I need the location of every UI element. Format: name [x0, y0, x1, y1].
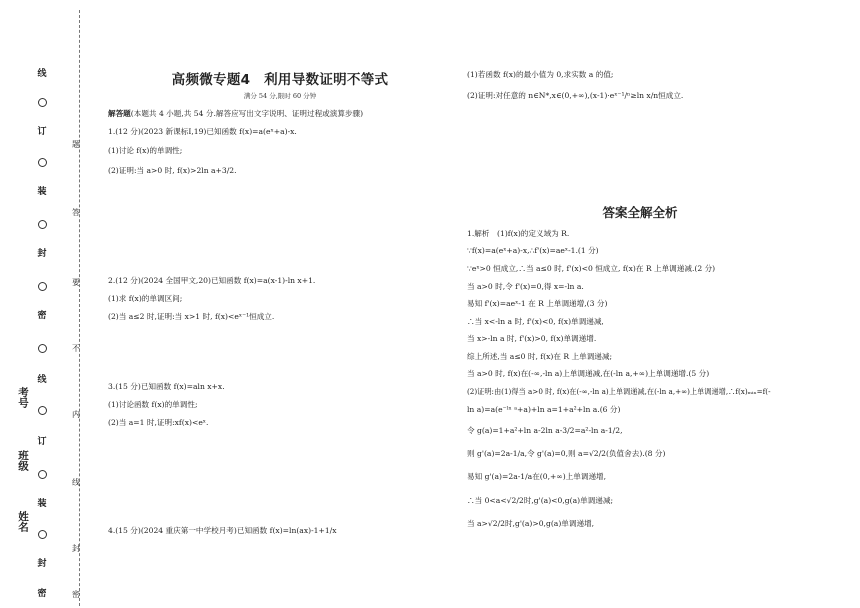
warning-char: 封 — [72, 544, 80, 553]
seal-char: 封 — [37, 249, 47, 259]
question-4-stem: 4.(15 分)(2024 重庆第一中学校月考)已知函数 f(x)=ln(ax)-1+1/x — [108, 526, 337, 535]
seal-circle — [38, 282, 47, 291]
question-2-stem: 2.(12 分)(2024 全国甲文,20)已知函数 f(x)=a(x-1)-ln x+1. — [108, 276, 316, 285]
seal-circle — [38, 470, 47, 479]
answer-line: 当 a>√2/2时,g'(a)>0,g(a)单调递增, — [467, 519, 595, 528]
seal-circle — [38, 220, 47, 229]
seal-circle — [38, 344, 47, 353]
question-3-stem: 3.(15 分)已知函数 f(x)=aln x+x. — [108, 382, 225, 391]
warning-char: 内 — [72, 410, 80, 419]
seal-char: 装 — [37, 499, 47, 509]
answer-line: 当 x>-ln a 时, f'(x)>0, f(x)单调递增. — [467, 334, 597, 343]
question-1-part-2: (2)证明:当 a>0 时, f(x)>2ln a+3/2. — [108, 166, 237, 175]
binding-margin — [0, 0, 82, 608]
seal-char: 线 — [37, 375, 47, 385]
answer-line: (2)证明:由(1)得当 a>0 时, f(x)在(-∞,-ln a)上单调递减,在(-ln a,+∞)上单调递增,∴f(x)ₘᵢₙ=f(- — [467, 387, 771, 396]
warning-char: 线 — [72, 478, 80, 487]
question-2-part-1: (1)求 f(x)的单调区间; — [108, 294, 183, 303]
warning-char: 答 — [72, 208, 80, 217]
seal-char: 线 — [37, 69, 47, 79]
class-label: 班级 — [17, 449, 29, 471]
instructions — [108, 109, 363, 119]
answer-line: 则 g'(a)=2a-1/a,令 g'(a)=0,则 a=√2/2(负值舍去).(8 分) — [467, 449, 666, 458]
answer-line: ln a)=a(e⁻ˡⁿ ᵃ+a)+ln a=1+a²+ln a.(6 分) — [467, 405, 621, 414]
seal-circle — [38, 530, 47, 539]
answer-line: ∵eˣ>0 恒成立,∴当 a≤0 时, f'(x)<0 恒成立, f(x)在 R 上单调递减.(2 分) — [467, 264, 716, 273]
instruction-text: (本题共 4 小题,共 54 分.解答应写出文字说明、证明过程或演算步骤) — [130, 109, 364, 118]
seal-char: 密 — [37, 589, 47, 599]
answer-line: 当 a>0 时,令 f'(x)=0,得 x=-ln a. — [467, 282, 584, 291]
seal-circle — [38, 406, 47, 415]
question-4-part-2: (2)证明:对任意的 n∈N*,x∈(0,+∞),(x-1)·eˣ⁻¹/ⁿ≥ln x/n恒成立. — [467, 91, 684, 100]
question-1-part-1: (1)讨论 f(x)的单调性; — [108, 146, 183, 155]
answer-line: 易知 g'(a)=2a-1/a在(0,+∞)上单调递增, — [467, 472, 607, 481]
warning-char: 不 — [72, 344, 80, 353]
answer-line: 当 a>0 时, f(x)在(-∞,-ln a)上单调递减,在(-ln a,+∞)上单调递增.(5 分) — [467, 369, 710, 378]
warning-char: 题 — [72, 140, 80, 149]
question-4-part-1: (1)若函数 f(x)的最小值为 0,求实数 a 的值; — [467, 70, 614, 79]
warning-char: 要 — [72, 278, 80, 287]
question-3-part-1: (1)讨论函数 f(x)的单调性; — [108, 400, 198, 409]
answer-line: 1.解析 (1)f(x)的定义域为 R. — [467, 229, 570, 238]
paper-subtitle: 满分 54 分,限时 60 分钟 — [243, 92, 317, 100]
answer-line: 综上所述,当 a≤0 时, f(x)在 R 上单调递减; — [467, 352, 613, 361]
seal-char: 订 — [37, 437, 47, 447]
answer-line: 令 g(a)=1+a²+ln a-2ln a-3/2=a²-ln a-1/2, — [467, 426, 623, 435]
seal-char: 订 — [37, 127, 47, 137]
instruction-label: 解答题 — [108, 109, 131, 118]
answer-line: ∴当 x<-ln a 时, f'(x)<0, f(x)单调递减, — [467, 317, 604, 326]
name-label: 姓名 — [17, 510, 29, 532]
question-3-part-2: (2)当 a=1 时,证明:xf(x)<eˣ. — [108, 418, 209, 427]
answer-line: ∵f(x)=a(eˣ+a)-x,∴f'(x)=aeˣ-1.(1 分) — [467, 246, 599, 255]
seal-circle — [38, 98, 47, 107]
student-id-label: 考号 — [17, 386, 29, 408]
paper-title: 高频微专题4 利用导数证明不等式 — [171, 72, 389, 88]
answer-line: 易知 f'(x)=aeˣ-1 在 R 上单调递增,(3 分) — [467, 299, 608, 308]
seal-char: 密 — [37, 311, 47, 321]
seal-circle — [38, 158, 47, 167]
warning-char: 密 — [72, 590, 80, 599]
answers-title: 答案全解全析 — [602, 205, 678, 220]
seal-dashed-line — [79, 10, 80, 606]
seal-char: 装 — [37, 187, 47, 197]
answer-line: ∴当 0<a<√2/2时,g'(a)<0,g(a)单调递减; — [467, 496, 614, 505]
question-2-part-2: (2)当 a≤2 时,证明:当 x>1 时, f(x)<eˣ⁻¹恒成立. — [108, 312, 275, 321]
seal-char: 封 — [37, 559, 47, 569]
question-1-stem: 1.(12 分)(2023 新课标Ⅰ,19)已知函数 f(x)=a(eˣ+a)-x. — [108, 127, 297, 136]
